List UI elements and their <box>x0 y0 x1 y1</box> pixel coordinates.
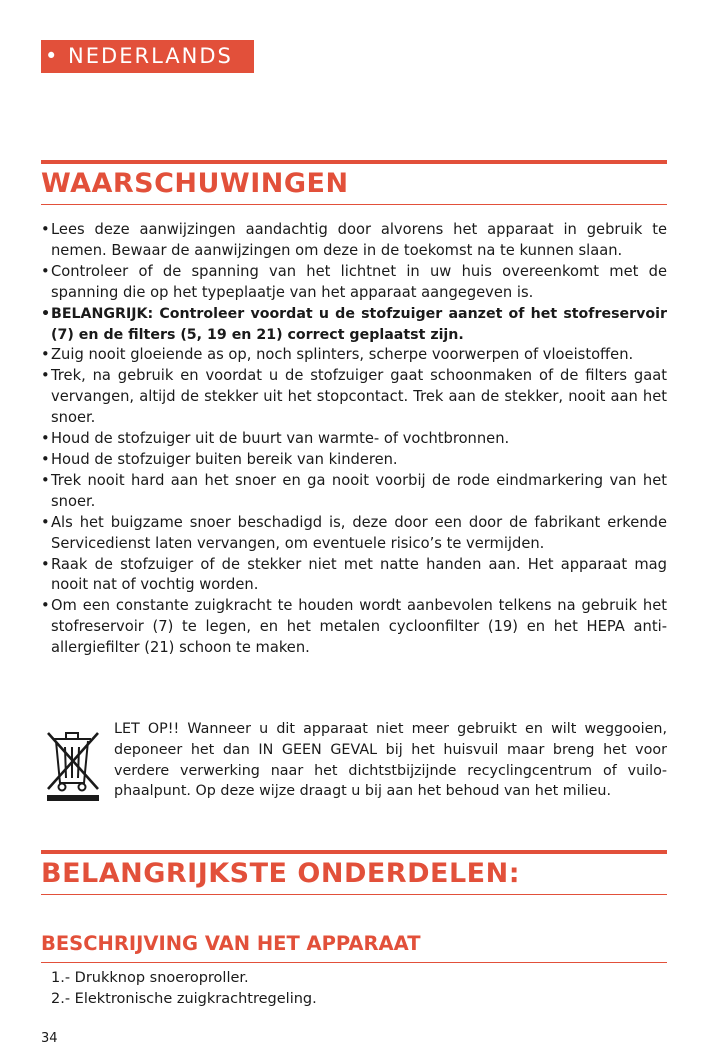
description-subtitle: BESCHRIJVING VAN HET APPARAAT <box>41 932 421 955</box>
page-number: 34 <box>41 1031 58 1046</box>
warning-item: • Houd de stofzuiger uit de buurt van warmte- of vochtbronnen. <box>41 429 667 450</box>
language-tab: • NEDERLANDS <box>41 40 254 73</box>
list-item: 1.- Drukknop snoeroproller. <box>51 970 249 986</box>
recycling-notice-text: LET OP!! Wanneer u dit apparaat niet meer gebruikt en wilt weggooien, deponeer het dan IN GEEN GEVAL bij het huisvuil maar breng het voor verdere verwerking naar het dichtstbijzijnde recyclingcentrum of vuilophaalpunt. Op deze wijze draagt u bij aan het behoud van het milieu. <box>114 721 667 800</box>
crossed-out-wheeled-bin-icon <box>45 729 101 803</box>
warning-item: • Als het buigzame snoer beschadigd is, deze door een door de fabrikant erkende Servicedienst laten vervangen, om eventuele risico’s te vermijden. <box>41 513 667 555</box>
list-item: 2.- Elektronische zuigkrachtregeling. <box>51 991 317 1007</box>
parts-list <box>51 968 317 1010</box>
warning-item: • Raak de stofzuiger of de stekker niet met natte handen aan. Het apparaat mag nooit nat of vochtig worden. <box>41 555 667 597</box>
section-rule-top <box>41 850 667 854</box>
section-rule-bottom <box>41 894 667 895</box>
warning-item: • Houd de stofzuiger buiten bereik van kinderen. <box>41 450 667 471</box>
warning-item: • Om een constante zuigkracht te houden wordt aanbevolen telkens na gebruik het stofreservoir (7) te legen, en het metalen cycloonfilter (19) en het HEPA anti-allergiefilter (21) schoon te maken. <box>41 596 667 659</box>
warning-item: • Trek nooit hard aan het snoer en ga nooit voorbij de rode eindmarkering van het snoer. <box>41 471 667 513</box>
warnings-title: WAARSCHUWINGEN <box>41 168 349 199</box>
warning-item: • Lees deze aanwijzingen aandachtig door alvorens het apparaat in gebruik te nemen. Bewaar de aanwijzingen om deze in de toekomst na te kunnen slaan. <box>41 220 667 262</box>
recycling-notice <box>41 719 667 809</box>
warning-item: • Controleer of de spanning van het lichtnet in uw huis overeenkomt met de spanning die op het typeplaatje van het apparaat aangegeven is. <box>41 262 667 304</box>
warnings-list <box>41 220 667 659</box>
section-rule-bottom <box>41 204 667 205</box>
section-rule-top <box>41 160 667 164</box>
warning-item: • Trek, na gebruik en voordat u de stofzuiger gaat schoonmaken of de filters gaat vervangen, altijd de stekker uit het stopcontact. Trek aan de stekker, nooit aan het snoer. <box>41 366 667 429</box>
warning-item: • Zuig nooit gloeiende as op, noch splinters, scherpe voorwerpen of vloeistoffen. <box>41 345 667 366</box>
parts-title: BELANGRIJKSTE ONDERDELEN: <box>41 858 520 889</box>
warning-item-important: • BELANGRIJK: Controleer voordat u de stofzuiger aanzet of het stofreservoir (7) en de filters (5, 19 en 21) correct geplaatst zijn. <box>41 304 667 346</box>
subsection-rule <box>41 962 667 963</box>
